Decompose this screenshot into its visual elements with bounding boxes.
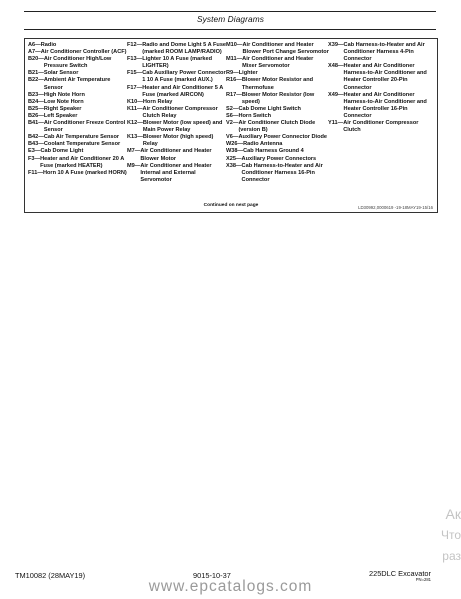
legend-description: Auxiliary Power Connectors bbox=[241, 155, 317, 162]
legend-description: Lighter 10 A Fuse (marked LIGHTER) bbox=[142, 56, 213, 70]
legend-description: Air Conditioner and Heater Blower Port Change Servomotor bbox=[242, 42, 329, 56]
legend-code: X38— bbox=[226, 162, 242, 169]
legend-description: Heater and Air Conditioner Harness-to-Air Conditioner and Heater Controller 16-Pin Connector bbox=[343, 91, 427, 119]
legend-entry bbox=[226, 70, 329, 77]
legend-description: Radio bbox=[40, 42, 57, 48]
legend-code: X39— bbox=[328, 42, 344, 48]
legend-entry bbox=[226, 163, 329, 184]
legend-description: Heater and Air Conditioner Harness-to-Air Conditioner and Heater Controller 20-Pin Connector bbox=[343, 63, 427, 91]
legend-entry bbox=[226, 141, 329, 148]
legend-code: S6— bbox=[226, 112, 239, 119]
legend-entry bbox=[127, 106, 227, 120]
legend-entry bbox=[28, 170, 128, 177]
footer-doc-id: TM10082 (28MAY19) bbox=[15, 571, 86, 580]
legend-description: Blower Motor (low speed) and Main Power Relay bbox=[142, 120, 223, 134]
legend-description: Horn Relay bbox=[142, 98, 173, 105]
legend-code: F17— bbox=[127, 84, 143, 91]
legend-entry bbox=[28, 134, 128, 141]
legend-code: M11— bbox=[226, 56, 243, 63]
legend-code: R16— bbox=[226, 77, 242, 84]
legend-entry bbox=[28, 56, 128, 70]
legend-description: Cab Harness Ground 4 bbox=[243, 148, 304, 155]
legend-description: Air Conditioner and Heater Mixer Servomotor bbox=[242, 56, 314, 70]
legend-description: Horn 10 A Fuse (marked HORN) bbox=[42, 169, 127, 176]
legend-code: Y11— bbox=[328, 120, 344, 127]
side-text-3: раз bbox=[442, 549, 461, 563]
legend-code: M10— bbox=[226, 42, 243, 48]
legend-description: Air Conditioner Controller (ACF) bbox=[40, 49, 127, 56]
footer-page-number: 9015-10-37 bbox=[193, 571, 231, 580]
legend-description: Air Conditioner and Heater Blower Motor bbox=[140, 148, 212, 162]
legend-entry bbox=[28, 141, 128, 148]
legend-code: F3— bbox=[28, 155, 41, 162]
legend-description: Cab Harness-to-Heater and Air Conditioner Harness 16-Pin Connector bbox=[241, 162, 323, 183]
legend-entry bbox=[28, 113, 128, 120]
legend-entry bbox=[127, 70, 227, 84]
side-text-2: Что bbox=[440, 528, 461, 542]
legend-description: Air Conditioner Clutch Diode (version B) bbox=[238, 120, 316, 134]
legend-description: Blower Motor (high speed) Relay bbox=[142, 134, 214, 148]
legend-code: F13— bbox=[127, 56, 143, 63]
legend-column-2 bbox=[127, 42, 227, 184]
legend-entry bbox=[226, 42, 329, 56]
legend-entry bbox=[226, 120, 329, 134]
legend-description: Horn Switch bbox=[238, 112, 272, 119]
legend-code: R17— bbox=[226, 91, 242, 98]
legend-description: Air Conditioner Freeze Control Sensor bbox=[43, 120, 126, 134]
legend-entry bbox=[226, 106, 329, 113]
legend-code: W38— bbox=[226, 148, 244, 155]
legend-code: R9— bbox=[226, 70, 239, 77]
legend-code: M9— bbox=[127, 162, 141, 169]
legend-code: S2— bbox=[226, 105, 239, 112]
legend-code: K12— bbox=[127, 120, 143, 127]
legend-entry bbox=[226, 156, 329, 163]
legend-entry bbox=[127, 120, 227, 134]
legend-description: Cab Air Temperature Sensor bbox=[43, 134, 120, 141]
header-rule-top bbox=[24, 11, 436, 12]
legend-code: X25— bbox=[226, 155, 242, 162]
legend-entry bbox=[328, 63, 428, 91]
legend-entry bbox=[127, 163, 227, 184]
legend-description: Right Speaker bbox=[43, 105, 82, 112]
legend-entry bbox=[28, 49, 128, 56]
document-reference: LD30992,0000619 -19-18MAY19-15/16 bbox=[358, 205, 433, 210]
legend-column-1 bbox=[28, 42, 128, 177]
legend-code: F15— bbox=[127, 70, 143, 77]
legend-code: V2— bbox=[226, 120, 239, 127]
legend-entry bbox=[127, 85, 227, 99]
legend-entry bbox=[127, 42, 227, 56]
legend-entry bbox=[28, 92, 128, 99]
footer-model-name: 225DLC Excavator bbox=[368, 569, 431, 578]
legend-code: E3— bbox=[28, 148, 41, 155]
legend-code: B26— bbox=[28, 112, 44, 119]
component-legend bbox=[24, 38, 438, 213]
legend-entry bbox=[328, 42, 428, 63]
legend-description: Radio and Dome Light 5 A Fuse (marked ROOM LAMP/RADIO) bbox=[142, 42, 227, 56]
legend-entry bbox=[28, 106, 128, 113]
legend-entry bbox=[127, 56, 227, 70]
legend-description: Blower Motor Resistor (low speed) bbox=[241, 91, 315, 105]
legend-code: F11— bbox=[28, 169, 43, 176]
legend-description: Ambient Air Temperature Sensor bbox=[43, 77, 111, 91]
legend-description: Radio Antenna bbox=[243, 141, 283, 148]
legend-description: Heater and Air Conditioner 5 A Fuse (marked AIRCON) bbox=[142, 84, 224, 98]
legend-code: B43— bbox=[28, 141, 44, 148]
legend-code: K10— bbox=[127, 98, 143, 105]
legend-code: K13— bbox=[127, 134, 143, 141]
legend-entry bbox=[226, 113, 329, 120]
legend-description: Air Conditioner High/Low Pressure Switch bbox=[43, 56, 112, 70]
legend-description: Cab Dome Light bbox=[40, 148, 84, 155]
legend-code: A7— bbox=[28, 49, 41, 56]
legend-description: High Note Horn bbox=[43, 91, 85, 98]
legend-code: B41— bbox=[28, 120, 44, 127]
header-rule-bottom bbox=[24, 29, 436, 30]
legend-code: X49— bbox=[328, 91, 344, 98]
legend-code: X48— bbox=[328, 63, 344, 70]
legend-entry bbox=[328, 92, 428, 120]
legend-code: F12— bbox=[127, 42, 143, 48]
legend-entry bbox=[28, 99, 128, 106]
legend-entry bbox=[127, 134, 227, 148]
legend-entry bbox=[226, 56, 329, 70]
legend-entry bbox=[28, 120, 128, 134]
legend-description: Lighter bbox=[238, 70, 258, 77]
legend-description: Auxiliary Power Connector Diode bbox=[238, 134, 328, 141]
legend-description: Solar Sensor bbox=[43, 70, 79, 77]
legend-entry bbox=[226, 148, 329, 155]
legend-description: Cab Dome Light Switch bbox=[238, 105, 301, 112]
continued-note: Continued on next page bbox=[203, 203, 259, 208]
legend-entry bbox=[28, 70, 128, 77]
footer-part-number: PN=281 bbox=[415, 577, 431, 582]
legend-entry bbox=[226, 92, 329, 106]
legend-entry bbox=[127, 148, 227, 162]
legend-entry bbox=[328, 120, 428, 134]
legend-code: B21— bbox=[28, 70, 44, 77]
legend-description: Heater and Air Conditioner 20 A Fuse (marked HEATER) bbox=[40, 155, 125, 169]
legend-code: A6— bbox=[28, 42, 41, 48]
legend-code: W26— bbox=[226, 141, 244, 148]
side-text-1: Ак bbox=[445, 506, 461, 522]
legend-code: B42— bbox=[28, 134, 44, 141]
legend-description: Left Speaker bbox=[43, 112, 78, 119]
legend-code: V6— bbox=[226, 134, 239, 141]
legend-code: B22— bbox=[28, 77, 44, 84]
legend-description: Coolant Temperature Sensor bbox=[43, 141, 121, 148]
legend-code: B20— bbox=[28, 56, 44, 63]
legend-description: Cab Auxiliary Power Connector 1 10 A Fuse (marked AUX.) bbox=[142, 70, 226, 84]
legend-code: B23— bbox=[28, 91, 44, 98]
page-title: System Diagrams bbox=[197, 14, 264, 24]
legend-code: B24— bbox=[28, 98, 44, 105]
legend-description: Blower Motor Resistor and Thermofuse bbox=[241, 77, 314, 91]
legend-code: K11— bbox=[127, 105, 143, 112]
legend-entry bbox=[28, 156, 128, 170]
watermark: www.epcatalogs.com bbox=[148, 578, 313, 595]
legend-entry bbox=[226, 77, 329, 91]
legend-entry bbox=[28, 77, 128, 91]
legend-description: Low Note Horn bbox=[43, 98, 84, 105]
legend-code: B25— bbox=[28, 105, 44, 112]
legend-description: Air Conditioner and Heater Internal and External Servomotor bbox=[140, 162, 212, 183]
legend-entry bbox=[28, 148, 128, 155]
legend-entry bbox=[226, 134, 329, 141]
legend-column-4 bbox=[328, 42, 428, 134]
legend-description: Cab Harness-to-Heater and Air Conditioner Harness 4-Pin Connector bbox=[343, 42, 425, 63]
legend-entry bbox=[127, 99, 227, 106]
legend-description: Air Conditioner Compressor Clutch Relay bbox=[142, 105, 218, 119]
legend-entry bbox=[28, 42, 128, 49]
legend-code: M7— bbox=[127, 148, 141, 155]
legend-column-3 bbox=[226, 42, 329, 184]
legend-description: Air Conditioner Compressor Clutch bbox=[343, 120, 419, 134]
